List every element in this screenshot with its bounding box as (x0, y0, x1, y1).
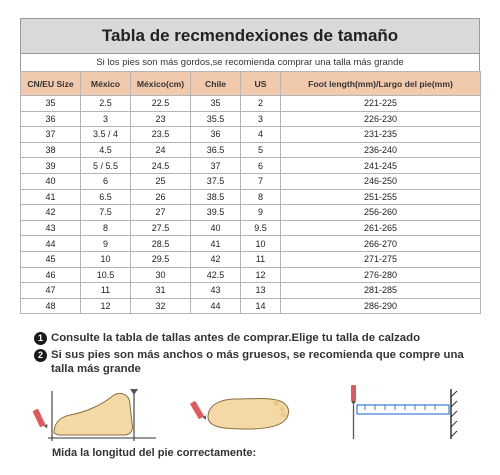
table-row (21, 111, 481, 127)
table-cell: 9 (241, 205, 281, 221)
table-cell: 3 (81, 111, 131, 127)
table-cell: 32 (131, 298, 191, 314)
table-cell: 8 (81, 220, 131, 236)
table-cell: 266-270 (281, 236, 481, 252)
table-cell: 45 (21, 251, 81, 267)
table-cell: 31 (131, 283, 191, 299)
table-cell: 35 (21, 96, 81, 112)
ruler-illustration (345, 383, 465, 445)
table-cell: 281-285 (281, 283, 481, 299)
table-cell: 24 (131, 142, 191, 158)
table-cell: 29.5 (131, 251, 191, 267)
table-cell: 44 (191, 298, 241, 314)
table-cell: 251-255 (281, 189, 481, 205)
foot-top-illustration (190, 383, 300, 445)
table-cell: 6 (81, 173, 131, 189)
table-cell: 42 (191, 251, 241, 267)
header-mexico-cm: México(cm) (131, 72, 191, 96)
note-number-2: 2 (34, 349, 47, 362)
ruler-icon (357, 405, 449, 414)
foot-side-icon (54, 393, 133, 435)
header-mexico: México (81, 72, 131, 96)
foot-top-icon (208, 399, 288, 430)
table-cell: 5 / 5.5 (81, 158, 131, 174)
table-cell: 4 (241, 127, 281, 143)
table-cell: 35.5 (191, 111, 241, 127)
table-cell: 246-250 (281, 173, 481, 189)
table-cell: 11 (241, 251, 281, 267)
table-row (21, 142, 481, 158)
table-cell: 12 (81, 298, 131, 314)
table-cell: 5 (241, 142, 281, 158)
table-cell: 41 (21, 189, 81, 205)
note-text-1: Consulte la tabla de tallas antes de comprar.Elige tu talla de calzado (51, 332, 421, 344)
note-1 (34, 331, 474, 346)
table-cell: 23 (131, 111, 191, 127)
table-cell: 10 (81, 251, 131, 267)
table-cell: 6.5 (81, 189, 131, 205)
table-cell: 36.5 (191, 142, 241, 158)
table-cell: 9.5 (241, 220, 281, 236)
table-cell: 6 (241, 158, 281, 174)
pencil-icon (351, 385, 356, 405)
table-cell: 13 (241, 283, 281, 299)
table-cell: 28.5 (131, 236, 191, 252)
table-cell: 271-275 (281, 251, 481, 267)
table-cell: 38.5 (191, 189, 241, 205)
table-row (21, 236, 481, 252)
table-cell: 38 (21, 142, 81, 158)
table-cell: 25 (131, 173, 191, 189)
table-cell: 4.5 (81, 142, 131, 158)
header-foot-length: Foot length(mm)/Largo del pie(mm) (281, 72, 481, 96)
table-cell: 256-260 (281, 205, 481, 221)
notes (34, 331, 474, 379)
table-cell: 226-230 (281, 111, 481, 127)
table-cell: 3.5 / 4 (81, 127, 131, 143)
table-cell: 24.5 (131, 158, 191, 174)
table-cell: 43 (21, 220, 81, 236)
table-cell: 10 (241, 236, 281, 252)
table-row (21, 96, 481, 112)
table-row (21, 251, 481, 267)
size-table (20, 71, 481, 314)
table-cell: 9 (81, 236, 131, 252)
table-header-row (21, 72, 481, 96)
table-row (21, 127, 481, 143)
pencil-icon (190, 401, 208, 421)
table-cell: 10.5 (81, 267, 131, 283)
table-cell: 7.5 (81, 205, 131, 221)
table-cell: 39 (21, 158, 81, 174)
table-cell: 36 (191, 127, 241, 143)
table-cell: 276-280 (281, 267, 481, 283)
header-cn-eu: CN/EU Size (21, 72, 81, 96)
header-us: US (241, 72, 281, 96)
table-row (21, 298, 481, 314)
size-chart (20, 18, 480, 314)
table-body (21, 96, 481, 314)
table-cell: 42 (21, 205, 81, 221)
table-cell: 48 (21, 298, 81, 314)
header-chile: Chile (191, 72, 241, 96)
table-cell: 3 (241, 111, 281, 127)
note-text-2: Si sus pies son más anchos o más gruesos, se recomienda que compre una talla más grande (51, 348, 464, 375)
table-cell: 27 (131, 205, 191, 221)
table-cell: 11 (81, 283, 131, 299)
table-cell: 14 (241, 298, 281, 314)
table-row (21, 189, 481, 205)
table-cell: 42.5 (191, 267, 241, 283)
pencil-icon (32, 409, 49, 430)
table-cell: 286-290 (281, 298, 481, 314)
chart-subtitle: Si los pies son más gordos,se recomienda comprar una talla más grande (20, 54, 480, 71)
table-cell: 27.5 (131, 220, 191, 236)
table-cell: 43 (191, 283, 241, 299)
table-cell: 37 (21, 127, 81, 143)
table-cell: 261-265 (281, 220, 481, 236)
table-row (21, 283, 481, 299)
table-cell: 47 (21, 283, 81, 299)
table-cell: 7 (241, 173, 281, 189)
table-cell: 236-240 (281, 142, 481, 158)
table-cell: 2.5 (81, 96, 131, 112)
table-cell: 40 (191, 220, 241, 236)
table-row (21, 158, 481, 174)
table-cell: 231-235 (281, 127, 481, 143)
note-2 (34, 348, 474, 377)
table-cell: 8 (241, 189, 281, 205)
table-cell: 44 (21, 236, 81, 252)
table-cell: 36 (21, 111, 81, 127)
table-cell: 30 (131, 267, 191, 283)
table-cell: 41 (191, 236, 241, 252)
table-cell: 37.5 (191, 173, 241, 189)
table-row (21, 220, 481, 236)
table-cell: 12 (241, 267, 281, 283)
table-cell: 35 (191, 96, 241, 112)
table-cell: 26 (131, 189, 191, 205)
table-cell: 40 (21, 173, 81, 189)
measure-caption: Mida la longitud del pie correctamente: (52, 447, 257, 459)
table-cell: 23.5 (131, 127, 191, 143)
chart-title: Tabla de recmendexiones de tamaño (20, 18, 480, 54)
foot-side-illustration (30, 383, 165, 445)
table-cell: 241-245 (281, 158, 481, 174)
table-cell: 37 (191, 158, 241, 174)
note-number-1: 1 (34, 332, 47, 345)
table-row (21, 267, 481, 283)
table-row (21, 205, 481, 221)
table-cell: 22.5 (131, 96, 191, 112)
table-cell: 46 (21, 267, 81, 283)
table-cell: 2 (241, 96, 281, 112)
table-cell: 39.5 (191, 205, 241, 221)
table-row (21, 173, 481, 189)
table-cell: 221-225 (281, 96, 481, 112)
